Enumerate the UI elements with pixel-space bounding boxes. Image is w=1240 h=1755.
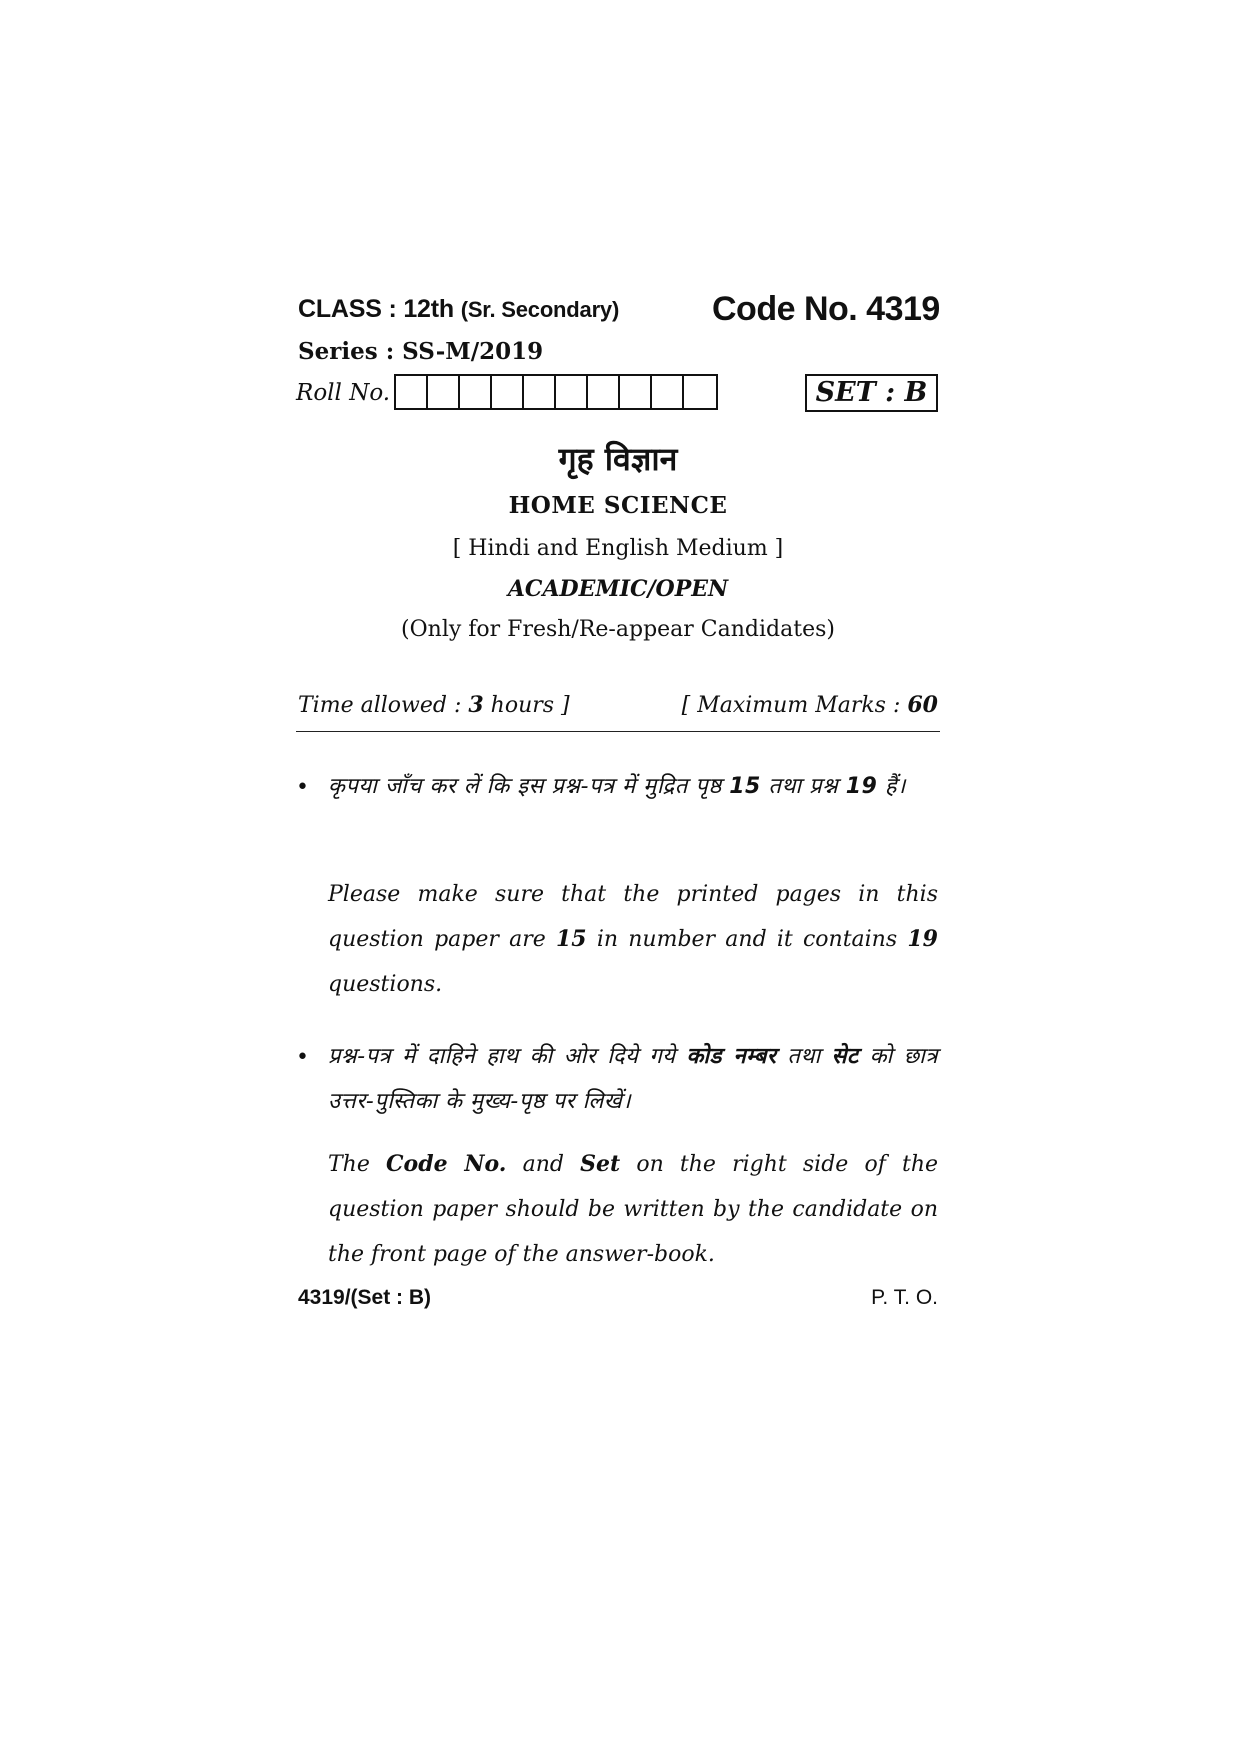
page-count: 15: [729, 774, 761, 799]
roll-number-label: Roll No.: [296, 380, 391, 406]
page-count: 15: [555, 926, 587, 952]
time-suffix: hours ]: [483, 693, 570, 718]
instruction-text: तथा प्रश्न: [768, 774, 839, 799]
time-prefix: Time allowed :: [298, 693, 469, 718]
maximum-marks: [670, 692, 938, 718]
candidates-note: (Only for Fresh/Re-appear Candidates): [401, 617, 835, 642]
instruction-text: प्रश्न-पत्र में दाहिने हाथ की ओर दिये गये: [328, 1044, 676, 1069]
roll-digit-box[interactable]: [652, 376, 684, 408]
question-count: 19: [907, 926, 938, 952]
marks-value: 60: [907, 692, 938, 718]
set-badge: SET : B: [805, 374, 938, 412]
question-count: 19: [845, 774, 878, 799]
roll-digit-box[interactable]: [684, 376, 716, 408]
instruction-text: हैं।: [884, 774, 906, 799]
footer-pto: P. T. O.: [871, 1286, 938, 1309]
divider: [296, 731, 940, 732]
class-label: CLASS : 12th: [298, 295, 454, 323]
roll-digit-box[interactable]: [460, 376, 492, 408]
marks-prefix: [ Maximum Marks :: [681, 693, 908, 718]
roll-digit-box[interactable]: [396, 376, 428, 408]
class-sub: (Sr. Secondary): [460, 297, 620, 322]
instruction-text: in number and it contains: [596, 927, 898, 952]
academic-open-label: ACADEMIC/OPEN: [507, 576, 729, 602]
instruction-2-hindi: [328, 1034, 938, 1124]
roll-digit-box[interactable]: [492, 376, 524, 408]
footer-code: 4319/(Set : B): [298, 1286, 432, 1309]
roll-digit-box[interactable]: [588, 376, 620, 408]
class-info: [298, 295, 619, 324]
code-number-term: कोड नम्बर: [686, 1044, 777, 1069]
subject-title-hindi: गृह विज्ञान: [558, 440, 678, 478]
instruction-text: तथा: [787, 1044, 821, 1069]
roll-digit-box[interactable]: [556, 376, 588, 408]
roll-number-boxes[interactable]: [394, 374, 718, 410]
bullet-icon: •: [296, 1045, 309, 1070]
medium-note: [ Hindi and English Medium ]: [452, 536, 784, 561]
roll-digit-box[interactable]: [524, 376, 556, 408]
instruction-1-hindi: [328, 764, 938, 809]
bullet-icon: •: [296, 775, 309, 800]
code-number: Code No. 4319: [712, 290, 940, 328]
set-term: Set: [580, 1151, 621, 1177]
time-allowed: [298, 692, 570, 718]
roll-digit-box[interactable]: [428, 376, 460, 408]
instruction-text: कृपया जाँच कर लें कि इस प्रश्न-पत्र में मुद्रित पृष्ठ: [328, 774, 722, 799]
instruction-1-english: [328, 872, 938, 1007]
instruction-text: on the right side of the question paper should be written by the candidate on the front page of the answer-book.: [328, 1152, 939, 1267]
code-number-term: Code No.: [386, 1151, 507, 1177]
instruction-text: questions.: [328, 972, 443, 997]
time-value: 3: [468, 692, 484, 718]
subject-title-english: HOME SCIENCE: [508, 492, 728, 519]
instruction-text: को छात्र उत्तर-पुस्तिका के मुख्य-पृष्ठ पर लिखें।: [328, 1044, 938, 1114]
instruction-text: The: [328, 1152, 370, 1177]
instruction-2-english: [328, 1142, 938, 1277]
instruction-text: Please make sure that the printed pages in this question paper are: [328, 882, 938, 952]
set-term: सेट: [831, 1044, 859, 1069]
series: Series : SS-M/2019: [298, 338, 544, 365]
roll-digit-box[interactable]: [620, 376, 652, 408]
instruction-text: and: [522, 1152, 564, 1177]
